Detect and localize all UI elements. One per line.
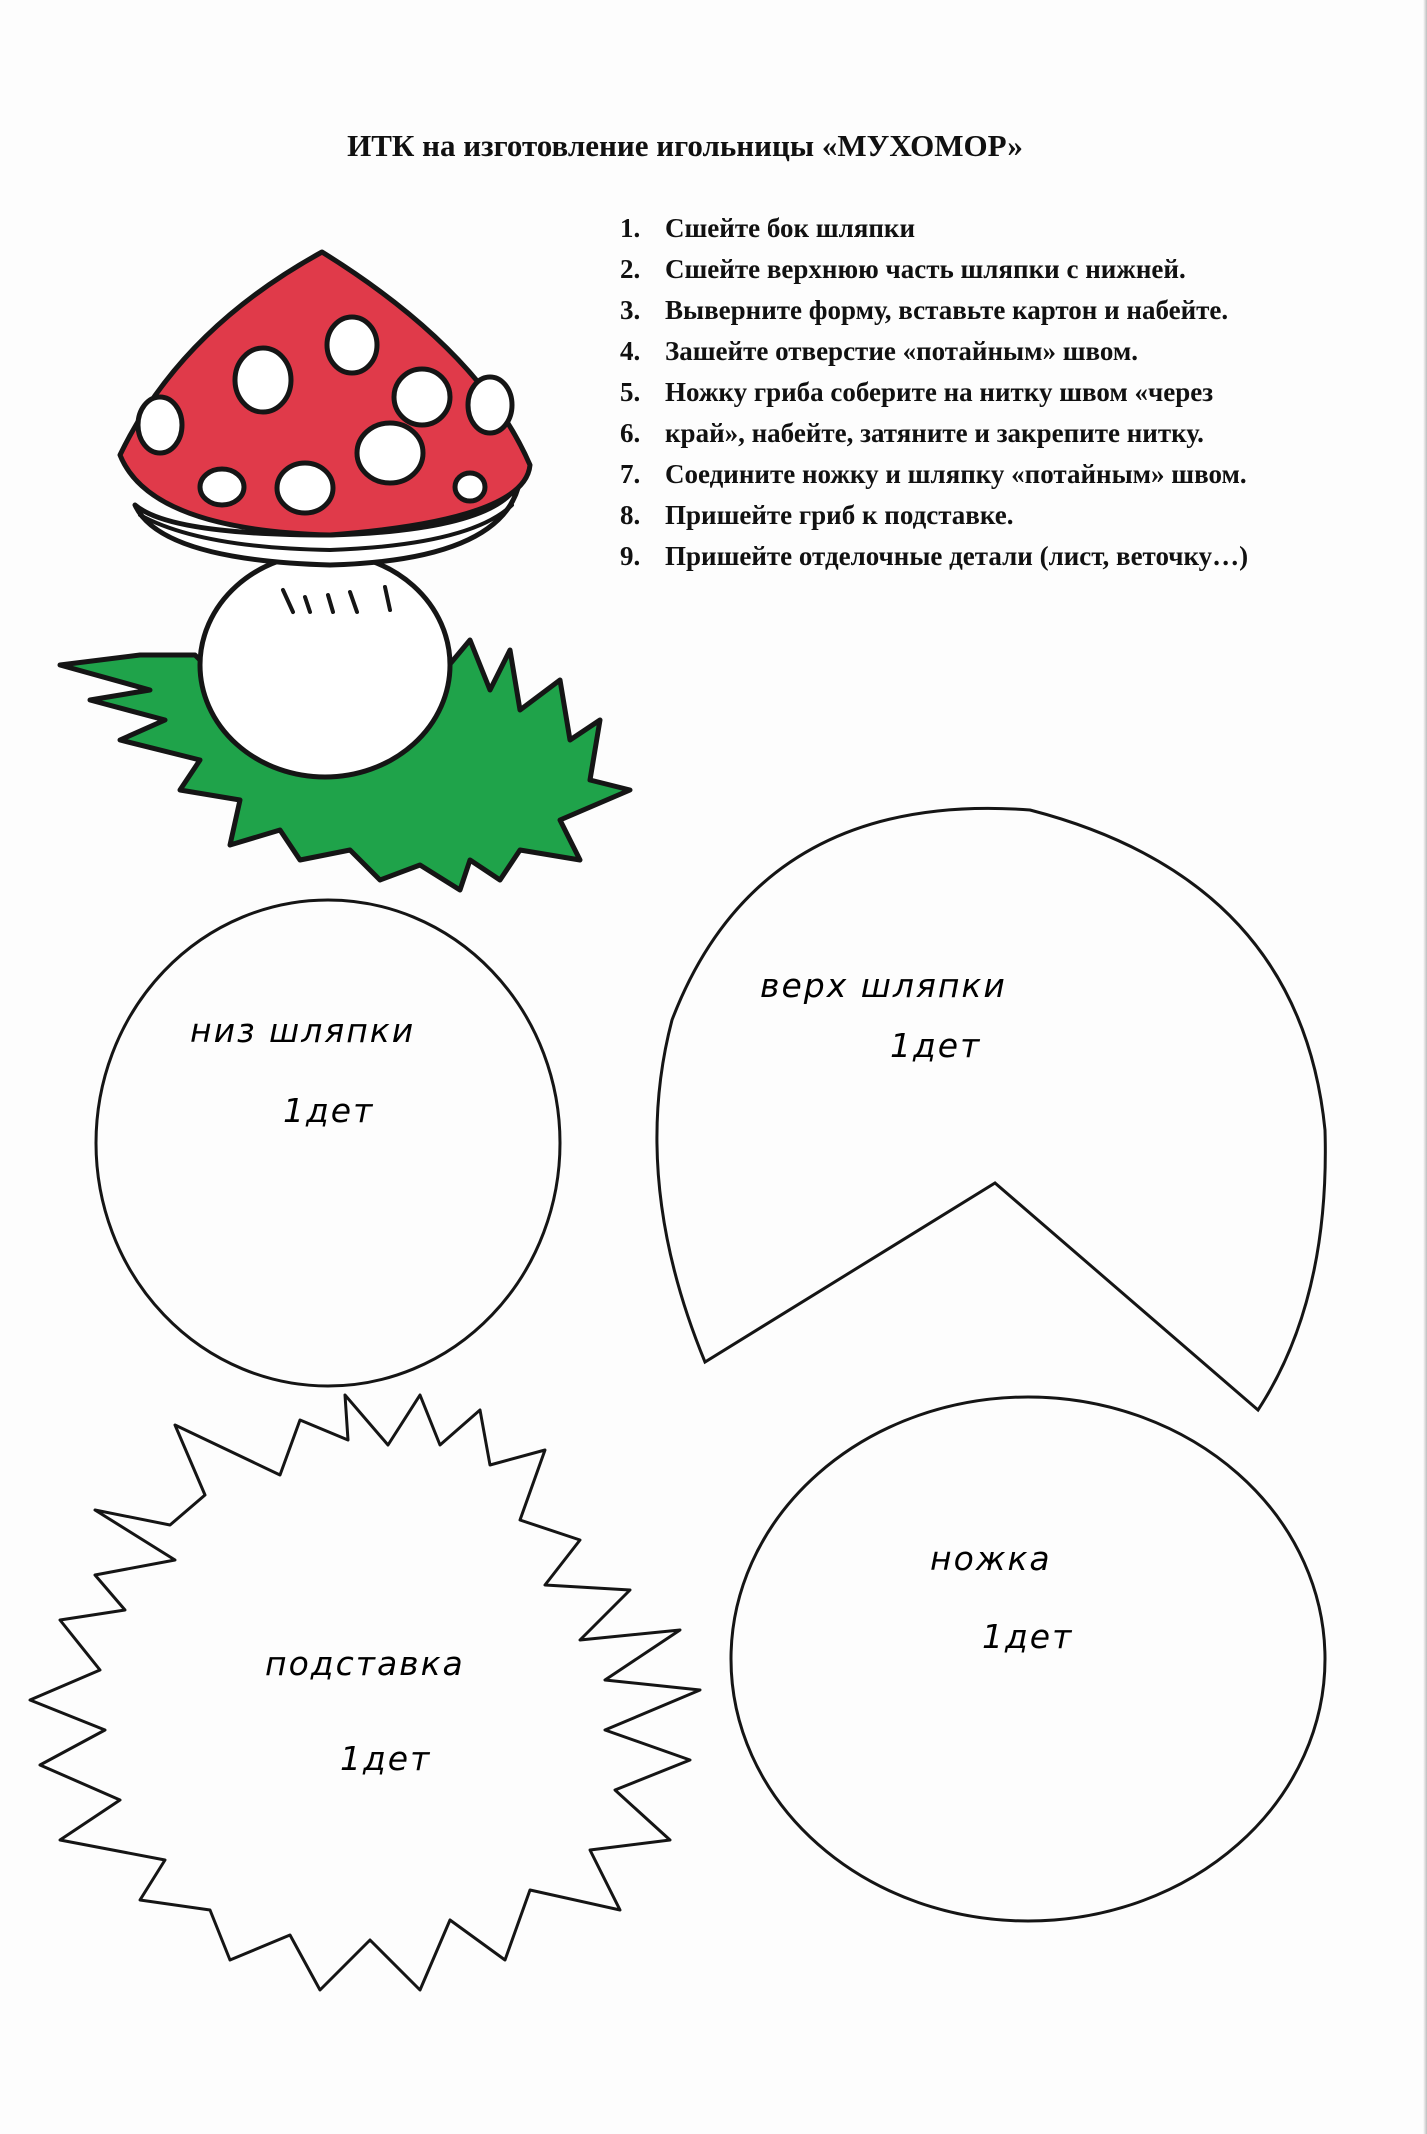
cap-spot: [455, 473, 485, 501]
cap-top-outline: [657, 808, 1325, 1410]
pattern-stand: [30, 1395, 700, 1990]
pattern-cap-top: [657, 808, 1325, 1410]
stand-label: подставка: [265, 1644, 465, 1683]
stem-label: ножка: [930, 1539, 1052, 1578]
instruction-step: 1. Сшейте бок шляпки: [620, 213, 916, 243]
instruction-step: 8. Пришейте гриб к подставке.: [620, 500, 1014, 530]
cap-spot: [468, 377, 512, 433]
instruction-step: 4. Зашейте отверстие «потайным» швом.: [620, 336, 1139, 366]
stand-outline: [30, 1395, 700, 1990]
instruction-step: 6. край», набейте, затяните и закрепите нитку.: [620, 418, 1204, 448]
cap-spot: [357, 423, 423, 483]
cap-top-label: верх шляпки: [760, 966, 1007, 1005]
instruction-step: 5. Ножку гриба соберите на нитку швом «через: [620, 377, 1214, 407]
cap-bottom-outline: [96, 900, 560, 1386]
cap-top-count: 1дет: [890, 1026, 982, 1065]
instruction-step: 2. Сшейте верхнюю часть шляпки с нижней.: [620, 254, 1186, 284]
stem-shape: [200, 553, 450, 777]
cap-bottom-count: 1дет: [283, 1091, 375, 1130]
stand-count: 1дет: [340, 1739, 432, 1778]
pattern-cap-bottom: [96, 900, 560, 1386]
document-title: ИТК на изготовление игольницы «МУХОМОР»: [347, 128, 1023, 163]
mushroom-illustration: [60, 252, 630, 890]
cap-spot: [200, 469, 244, 505]
cap-spot: [235, 348, 291, 412]
pattern-stem: [731, 1397, 1325, 1921]
cap-bottom-label: низ шляпки: [190, 1011, 416, 1050]
instruction-step: 7. Соедините ножку и шляпку «потайным» швом.: [620, 459, 1247, 489]
cap-spot: [394, 369, 450, 425]
stem-outline: [731, 1397, 1325, 1921]
cap-spot: [138, 397, 182, 453]
instruction-step: 9. Пришейте отделочные детали (лист, веточку…): [620, 541, 1249, 571]
stem-count: 1дет: [982, 1617, 1074, 1656]
cap-spot: [327, 317, 377, 373]
instruction-step: 3. Выверните форму, вставьте картон и набейте.: [620, 295, 1229, 325]
cap-spot: [277, 463, 333, 513]
